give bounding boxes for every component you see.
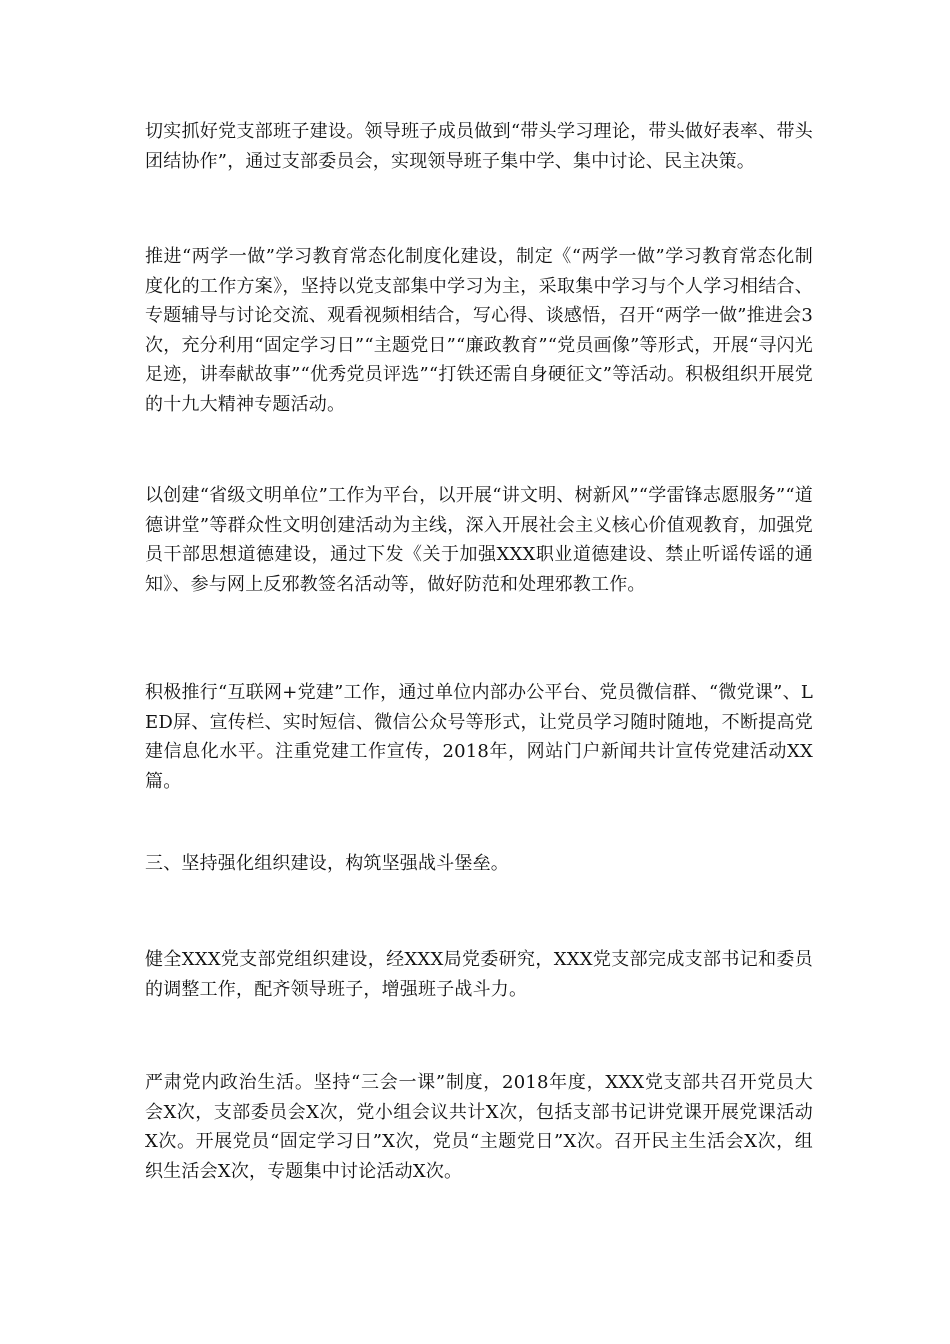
paragraph-two-studies-one-action: 推进“两学一做”学习教育常态化制度化建设，制定《“两学一做”学习教育常态化制度化的工作方案》，坚持以党支部集中学习为主，采取集中学习与个人学习相结合、专题辅导与讨论交流、观看视频相结合，写心得、谈感悟，召开“两学一做”推进会3次，充分利用“固定学习日”“主题党日”“廉政教育”“党员画像”等形式，开展“寻闪光足迹，讲奉献故事”“优秀党员评选”“打铁还需自身硬征文”等活动。积极组织开展党的十九大精神专题活动。 [145,246,813,415]
paragraph-political-life: 严肃党内政治生活。坚持“三会一课”制度，2018年度，XXX党支部共召开党员大会X次，支部委员会X次，党小组会议共计X次，包括支部书记讲党课开展党课活动X次。开展党员“固定学习日”X次，党员“主题党日”X次。召开民主生活会X次，组织生活会X次，专题集中讨论活动X次。 [145,1072,813,1182]
section-heading-organization: 三、坚持强化组织建设，构筑坚强战斗堡垒。 [145,853,509,874]
paragraph-organization-construction: 健全XXX党支部党组织建设，经XXX局党委研究，XXX党支部完成支部书记和委员的调整工作，配齐领导班子，增强班子战斗力。 [145,949,813,1000]
paragraph-team-building: 切实抓好党支部班子建设。领导班子成员做到“带头学习理论，带头做好表率、带头团结协作”，通过支部委员会，实现领导班子集中学、集中讨论、民主决策。 [145,121,813,172]
paragraph-civilization-creation: 以创建“省级文明单位”工作为平台，以开展“讲文明、树新风”“学雷锋志愿服务”“道德讲堂”等群众性文明创建活动为主线，深入开展社会主义核心价值观教育，加强党员干部思想道德建设，通过下发《关于加强XXX职业道德建设、禁止听谣传谣的通知》、参与网上反邪教签名活动等，做好防范和处理邪教工作。 [145,485,813,595]
paragraph-internet-party-building: 积极推行“互联网+党建”工作，通过单位内部办公平台、党员微信群、“微党课”、LED屏、宣传栏、实时短信、微信公众号等形式，让党员学习随时随地，不断提高党建信息化水平。注重党建工作宣传，2018年，网站门户新闻共计宣传党建活动XX篇。 [145,682,813,792]
